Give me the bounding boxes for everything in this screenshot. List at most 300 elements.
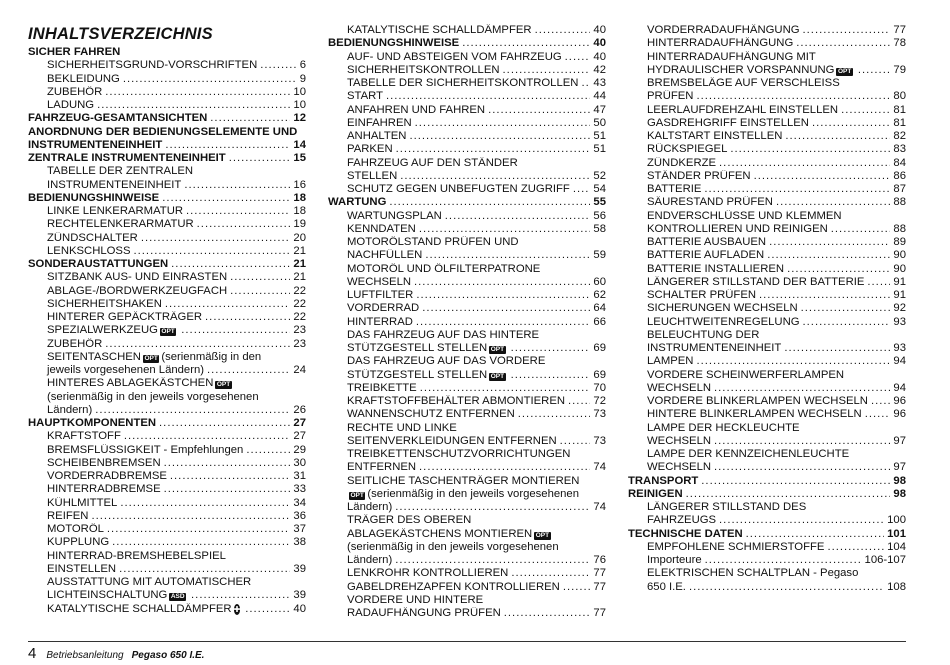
- toc-entry: [28, 338, 306, 351]
- toc-entry-label: HINTERE BLINKERLAMPEN WECHSELN: [647, 408, 862, 421]
- toc-entry-label: DAS FAHRZEUG AUF DAS VORDERE: [347, 355, 546, 368]
- dot-leader: [141, 232, 291, 245]
- toc-entry-label: TRANSPORT: [628, 474, 699, 487]
- toc-entry-label: FAHRZEUGS: [647, 514, 717, 527]
- page-reference: 80: [893, 90, 906, 103]
- toc-entry-label: WECHSELN: [647, 434, 712, 447]
- page-reference: 14: [293, 138, 306, 151]
- toc-entry-label: AUF- UND ABSTEIGEN VOM FAHRZEUG: [347, 50, 562, 63]
- toc-entry-label: TABELLE DER ZENTRALEN: [47, 165, 194, 178]
- toc-entry: [28, 245, 306, 258]
- dot-leader: [395, 501, 590, 514]
- page-reference: 30: [293, 456, 306, 469]
- page-reference: 40: [593, 24, 606, 36]
- toc-entry: [628, 422, 906, 435]
- toc-entry: [328, 117, 606, 130]
- toc-entry-label: LICHTEINSCHALTUNG: [47, 589, 168, 602]
- toc-entry-label: ZUBEHÖR: [47, 337, 103, 350]
- toc-entry: [328, 236, 606, 249]
- toc-entry: [28, 576, 306, 589]
- page-reference: 98: [893, 487, 906, 500]
- page-reference: 76: [593, 554, 606, 566]
- toc-entry-label: TABELLE DER SICHERHEITSKONTROLLEN: [347, 77, 579, 89]
- toc-entry-label: RECHTE UND LINKE: [347, 421, 457, 434]
- toc-entry-label: HINTERRADAUFHÄNGUNG: [647, 37, 794, 50]
- toc-entry: [628, 382, 906, 395]
- page-reference: 21: [293, 244, 306, 257]
- toc-entry-label: RÜCKSPIEGEL: [647, 143, 728, 156]
- toc-entry: [328, 130, 606, 143]
- toc-entry-label: ZENTRALE INSTRUMENTENEINHEIT: [28, 152, 226, 164]
- page-reference: 55: [593, 196, 606, 209]
- page-reference: 90: [893, 249, 906, 262]
- toc-entry: [328, 289, 606, 302]
- page-reference: 37: [293, 523, 306, 535]
- page-reference: 56: [593, 209, 606, 222]
- toc-entry-label: GABELDREHZAPFEN KONTROLLIEREN: [347, 580, 560, 593]
- toc-entry-label: VORDERE SCHEINWERFERLAMPEN: [647, 368, 845, 381]
- toc-entry-label: ELEKTRISCHEN SCHALTPLAN - Pegaso: [647, 567, 859, 580]
- page-reference: 106-107: [864, 554, 906, 566]
- toc-entry-label: LÄNGERER STILLSTAND DER BATTERIE: [647, 275, 865, 288]
- toc-entry-label: BEDIENUNGSHINWEISE: [28, 191, 160, 204]
- toc-entry-label: LAMPEN: [647, 355, 694, 368]
- dot-leader: [400, 170, 590, 183]
- toc-entry: [328, 528, 606, 541]
- dot-leader: [503, 64, 591, 77]
- page-reference: 69: [593, 368, 606, 381]
- toc-entry-label: HINTERER GEPÄCKTRÄGER: [47, 311, 203, 323]
- dot-leader: [210, 112, 290, 125]
- page-reference: 101: [887, 527, 906, 540]
- page-reference: 82: [893, 130, 906, 142]
- toc-entry-label: BATTERIE: [647, 183, 702, 195]
- toc-column-2: [328, 24, 606, 620]
- toc-entry-label: STÄNDER PRÜFEN: [647, 169, 751, 182]
- opt-badge-icon: OPT: [837, 67, 852, 75]
- page-reference: 86: [893, 169, 906, 182]
- toc-entry: [28, 232, 306, 245]
- toc-entry-label: SICHERHEITSGRUND-VORSCHRIFTEN: [47, 59, 258, 72]
- toc-entry-label: SITZBANK AUS- UND EINRASTEN: [47, 271, 228, 284]
- dot-leader: [409, 130, 590, 143]
- toc-entry-label: 650 I.E.: [647, 580, 686, 593]
- page-reference: 15: [293, 152, 306, 164]
- toc-entry-label: KRAFTSTOFFBEHÄLTER ABMONTIEREN: [347, 395, 566, 407]
- toc-entry: [628, 567, 906, 580]
- toc-section-entry: [328, 196, 606, 209]
- toc-section-entry: [28, 112, 306, 125]
- dot-leader: [865, 408, 891, 421]
- page-reference: 72: [593, 395, 606, 407]
- dot-leader: [170, 470, 291, 483]
- dot-leader: [560, 435, 591, 448]
- page-reference: 78: [893, 37, 906, 50]
- toc-entry-label: BREMSBELÄGE AUF VERSCHLEISS: [647, 77, 840, 89]
- page-reference: 34: [293, 496, 306, 509]
- toc-entry-label: INSTRUMENTENEINHEIT: [47, 178, 182, 191]
- page-reference: 12: [293, 112, 306, 125]
- toc-entry-label: VORDERRADAUFHÄNGUNG: [647, 24, 800, 36]
- toc-entry-label: KÜHLMITTEL: [47, 496, 118, 509]
- page-reference: 96: [893, 408, 906, 421]
- toc-entry-label: TREIBKETTENSCHUTZVORRICHTUNGEN: [347, 448, 571, 460]
- toc-entry-label: INSTRUMENTENEINHEIT: [647, 342, 782, 354]
- dot-leader: [565, 51, 591, 64]
- toc-section-entry: [28, 139, 306, 152]
- page-reference: 18: [293, 191, 306, 204]
- page-reference: 73: [593, 434, 606, 447]
- page-reference: 91: [893, 275, 906, 288]
- toc-entry-label: MOTORÖLSTAND PRÜFEN UND: [347, 236, 519, 248]
- toc-entry-note: (serienmäßig in den: [161, 350, 262, 363]
- toc-entry-label: REINIGEN: [628, 487, 683, 500]
- toc-entry-label: KENNDATEN: [347, 222, 416, 235]
- toc-entry: [628, 342, 906, 355]
- dot-leader: [165, 298, 291, 311]
- toc-entry-label: LENKROHR KONTROLLIEREN: [347, 567, 509, 580]
- dot-leader: [207, 364, 290, 377]
- toc-entry-label: SPEZIALWERKZEUG: [47, 324, 158, 337]
- dot-leader: [416, 316, 591, 329]
- page-reference: 52: [593, 169, 606, 182]
- toc-entry: [28, 470, 306, 483]
- asd-badge-icon: ASD: [170, 593, 185, 601]
- dot-leader: [858, 64, 891, 77]
- toc-entry: [628, 236, 906, 249]
- page-reference: 77: [593, 580, 606, 593]
- toc-section-entry: [28, 126, 306, 139]
- toc-entry-label: SCHEIBENBREMSEN: [47, 456, 161, 469]
- footer-divider: [28, 641, 906, 642]
- toc-entry-label: SEITENVERKLEIDUNGEN ENTFERNEN: [347, 434, 557, 447]
- toc-entry-label: (serienmäßig in den jeweils vorgesehenen: [47, 390, 259, 403]
- page-reference: 40: [293, 602, 306, 615]
- toc-entry: [328, 223, 606, 236]
- toc-entry: [28, 351, 306, 364]
- toc-entry-label: SICHERHEITSHAKEN: [47, 297, 162, 310]
- toc-entry: [628, 554, 906, 567]
- toc-entry-label: SEITLICHE TASCHENTRÄGER MONTIEREN: [347, 474, 580, 487]
- dot-leader: [518, 408, 591, 421]
- toc-entry-label: ABLAGEKÄSTCHENS MONTIEREN: [347, 527, 533, 540]
- page-number: 4: [28, 645, 37, 662]
- toc-entry-label: TREIBKETTE: [347, 381, 417, 394]
- page-reference: 81: [893, 116, 906, 129]
- toc-entry: [628, 448, 906, 461]
- page-reference: 26: [293, 403, 306, 416]
- toc-entry: [28, 444, 306, 457]
- toc-entry: [328, 554, 606, 567]
- toc-entry-label: SICHERUNGEN WECHSELN: [647, 302, 798, 315]
- dot-leader: [416, 289, 590, 302]
- toc-entry-label: ENDVERSCHLÜSSE UND KLEMMEN: [647, 209, 842, 222]
- toc-section-entry: [28, 192, 306, 205]
- toc-entry-label: TRÄGER DES OBEREN: [347, 514, 472, 527]
- page-reference: 98: [893, 474, 906, 487]
- page-footer: [28, 645, 204, 662]
- toc-section-entry: [28, 152, 306, 165]
- page-reference: 21: [293, 271, 306, 284]
- toc-entry-label: ENTFERNEN: [347, 461, 417, 474]
- toc-entry: [628, 223, 906, 236]
- toc-section-entry: [28, 46, 306, 59]
- toc-entry: [628, 77, 906, 90]
- toc-entry-label: REIFEN: [47, 509, 89, 522]
- toc-entry-label: (serienmäßig in den jeweils vorgesehenen: [347, 540, 559, 553]
- toc-entry-label: HAUPTKOMPONENTEN: [28, 417, 157, 429]
- page-reference: 36: [293, 509, 306, 522]
- toc-entry-label: LÄNGERER STILLSTAND DES: [647, 501, 807, 513]
- dot-leader: [230, 285, 290, 298]
- toc-entry: [28, 73, 306, 86]
- dot-leader: [730, 143, 890, 156]
- toc-entry-label: KATALYTISCHE SCHALLDÄMPFER: [47, 602, 232, 615]
- toc-entry: [328, 541, 606, 554]
- opt-badge-icon: OPT: [490, 372, 505, 380]
- toc-entry: [28, 285, 306, 298]
- page-reference: 74: [593, 461, 606, 474]
- toc-entry: [28, 550, 306, 563]
- toc-entry: [628, 316, 906, 329]
- catalytic-converter-icon: ✚: [233, 604, 241, 614]
- toc-entry: [328, 157, 606, 170]
- page-reference: 96: [893, 395, 906, 407]
- toc-entry: [628, 143, 906, 156]
- toc-entry: [628, 395, 906, 408]
- dot-leader: [511, 567, 590, 580]
- toc-entry: [628, 329, 906, 342]
- page-reference: 69: [593, 342, 606, 354]
- page-reference: 97: [893, 434, 906, 447]
- page-reference: 22: [293, 297, 306, 310]
- page-reference: 19: [293, 218, 306, 231]
- toc-entry: [328, 594, 606, 607]
- toc-entry-label: ZÜNDSCHALTER: [47, 231, 138, 244]
- dot-leader: [120, 497, 290, 510]
- opt-badge-icon: OPT: [535, 531, 550, 539]
- page-reference: 79: [893, 63, 906, 76]
- toc-entry: [328, 183, 606, 196]
- toc-entry-label: SCHALTER PRÜFEN: [647, 289, 757, 301]
- dot-leader: [162, 192, 290, 205]
- toc-entry-label: KRAFTSTOFF: [47, 430, 121, 443]
- toc-entry-label: HINTERRAD: [347, 315, 413, 328]
- dot-leader: [112, 536, 290, 549]
- toc-entry-label: ANORDNUNG DER BEDIENUNGSELEMENTE UND: [28, 125, 298, 138]
- dot-leader: [205, 311, 290, 324]
- page-reference: 108: [887, 580, 906, 593]
- dot-leader: [803, 24, 891, 37]
- toc-entry-label: STELLEN: [347, 169, 398, 182]
- toc-entry-label: jeweils vorgesehenen Ländern): [47, 364, 205, 376]
- page-reference: 93: [893, 342, 906, 354]
- toc-entry: [28, 523, 306, 536]
- toc-entry: [328, 607, 606, 620]
- toc-entry: [328, 461, 606, 474]
- dot-leader: [871, 395, 890, 408]
- dot-leader: [812, 117, 890, 130]
- toc-column-3: [628, 24, 906, 594]
- page-reference: 39: [293, 589, 306, 602]
- toc-entry: [328, 64, 606, 77]
- toc-entry-label: STÜTZGESTELL STELLEN: [347, 342, 488, 354]
- dot-leader: [746, 528, 884, 541]
- page-reference: 60: [593, 275, 606, 288]
- toc-entry-label: PARKEN: [347, 143, 393, 156]
- dot-leader: [696, 90, 890, 103]
- toc-entry: [28, 457, 306, 470]
- page-reference: 9: [299, 72, 306, 85]
- dot-leader: [511, 342, 591, 355]
- toc-entry: [28, 324, 306, 337]
- toc-entry: [28, 271, 306, 284]
- dot-leader: [105, 338, 290, 351]
- dot-leader: [568, 395, 590, 408]
- page-reference: 94: [893, 355, 906, 368]
- toc-entry: [628, 51, 906, 64]
- toc-entry: [328, 355, 606, 368]
- toc-entry-label: LENKSCHLOSS: [47, 244, 131, 257]
- dot-leader: [184, 179, 290, 192]
- toc-entry-label: START: [347, 90, 383, 103]
- dot-leader: [159, 417, 290, 430]
- toc-entry: [28, 364, 306, 377]
- toc-entry-label: HINTERRAD-BREMSHEBELSPIEL: [47, 549, 226, 562]
- dot-leader: [784, 342, 890, 355]
- page-reference: 87: [893, 183, 906, 195]
- toc-entry-label: EMPFOHLENE SCHMIERSTOFFE: [647, 540, 825, 553]
- toc-entry-label: VORDERE UND HINTERE: [347, 593, 484, 606]
- toc-entry: [628, 104, 906, 117]
- page-reference: 22: [293, 311, 306, 323]
- toc-entry-label: Ländern): [347, 501, 393, 513]
- dot-leader: [831, 223, 891, 236]
- toc-entry-label: SÄURESTAND PRÜFEN: [647, 196, 773, 209]
- toc-entry-label: Ländern): [47, 403, 93, 416]
- toc-entry: [328, 395, 606, 408]
- page-reference: 77: [893, 24, 906, 36]
- toc-entry-label: BATTERIE INSTALLIEREN: [647, 262, 785, 275]
- toc-entry-label: AUSSTATTUNG MIT AUTOMATISCHER: [47, 576, 252, 588]
- dot-leader: [801, 302, 891, 315]
- dot-leader: [462, 37, 590, 50]
- page-reference: 91: [893, 289, 906, 301]
- toc-entry-label: VORDERRADBREMSE: [47, 470, 167, 482]
- toc-entry: [628, 117, 906, 130]
- toc-entry-label: LAMPE DER KENNZEICHENLEUCHTE: [647, 448, 850, 460]
- page-reference: 64: [593, 302, 606, 315]
- dot-leader: [581, 77, 590, 90]
- dot-leader: [229, 152, 291, 165]
- toc-entry: [628, 501, 906, 514]
- dot-leader: [796, 37, 890, 50]
- toc-entry-label: EINSTELLEN: [47, 562, 117, 575]
- toc-entry: [628, 355, 906, 368]
- dot-leader: [867, 276, 890, 289]
- toc-entry-label: PRÜFEN: [647, 90, 694, 103]
- opt-badge-icon: OPT: [144, 354, 158, 362]
- toc-entry-label: Importeure: [647, 554, 702, 566]
- dot-leader: [181, 324, 290, 337]
- toc-entry: [628, 408, 906, 421]
- dot-leader: [91, 510, 290, 523]
- toc-entry: [628, 210, 906, 223]
- toc-entry: [628, 289, 906, 302]
- page-reference: 94: [893, 381, 906, 394]
- toc-entry-label: LEUCHTWEITENREGELUNG: [647, 315, 800, 328]
- dot-leader: [191, 589, 290, 602]
- page-reference: 22: [293, 284, 306, 297]
- toc-entry: [628, 581, 906, 594]
- toc-section-entry: [628, 528, 906, 541]
- toc-column-1: [28, 24, 306, 616]
- toc-entry-label: LAMPE DER HECKLEUCHTE: [647, 421, 800, 434]
- toc-entry: [328, 501, 606, 514]
- toc-entry-label: HINTERES ABLAGEKÄSTCHEN: [47, 377, 214, 390]
- toc-entry: [328, 448, 606, 461]
- dot-leader: [396, 143, 591, 156]
- toc-entry-label: LUFTFILTER: [347, 289, 414, 301]
- page-reference: 27: [293, 430, 306, 443]
- toc-entry: [28, 589, 306, 602]
- dot-leader: [776, 196, 890, 209]
- toc-entry-label: ANHALTEN: [347, 130, 407, 142]
- toc-entry-label: KUPPLUNG: [47, 536, 110, 549]
- dot-leader: [389, 196, 590, 209]
- page-reference: 42: [593, 63, 606, 76]
- page-reference: 10: [293, 85, 306, 98]
- dot-leader: [696, 355, 890, 368]
- dot-leader: [803, 316, 891, 329]
- page-reference: 6: [299, 59, 306, 72]
- toc-entry-label: KATALYTISCHE SCHALLDÄMPFER: [347, 24, 532, 36]
- dot-leader: [714, 382, 890, 395]
- dot-leader: [414, 276, 590, 289]
- page-reference: 16: [293, 178, 306, 191]
- dot-leader: [105, 86, 290, 99]
- toc-entry: [28, 218, 306, 231]
- page-reference: 27: [293, 417, 306, 429]
- toc-entry-label: SONDERAUSTATTUNGEN: [28, 258, 169, 270]
- toc-entry: [28, 563, 306, 576]
- dot-leader: [230, 271, 290, 284]
- page-reference: 59: [593, 249, 606, 262]
- toc-section-entry: [28, 258, 306, 271]
- page-reference: 73: [593, 408, 606, 421]
- toc-entry-label: WARTUNGSPLAN: [347, 209, 442, 222]
- toc-entry: [328, 488, 606, 501]
- toc-entry-label: BEKLEIDUNG: [47, 72, 120, 85]
- dot-leader: [686, 488, 891, 501]
- dot-leader: [422, 302, 590, 315]
- dot-leader: [419, 223, 591, 236]
- toc-entry-label: SICHER FAHREN: [28, 46, 121, 58]
- page-reference: 70: [593, 381, 606, 394]
- toc-entry: [628, 249, 906, 262]
- page-reference: 47: [593, 103, 606, 116]
- dot-leader: [420, 382, 591, 395]
- toc-entry: [628, 64, 906, 77]
- toc-entry: [28, 99, 306, 112]
- page-reference: 88: [893, 196, 906, 209]
- toc-entry: [328, 170, 606, 183]
- toc-entry: [328, 90, 606, 103]
- dot-leader: [704, 183, 890, 196]
- toc-section-entry: [328, 37, 606, 50]
- dot-leader: [186, 205, 290, 218]
- page-reference: 89: [893, 236, 906, 248]
